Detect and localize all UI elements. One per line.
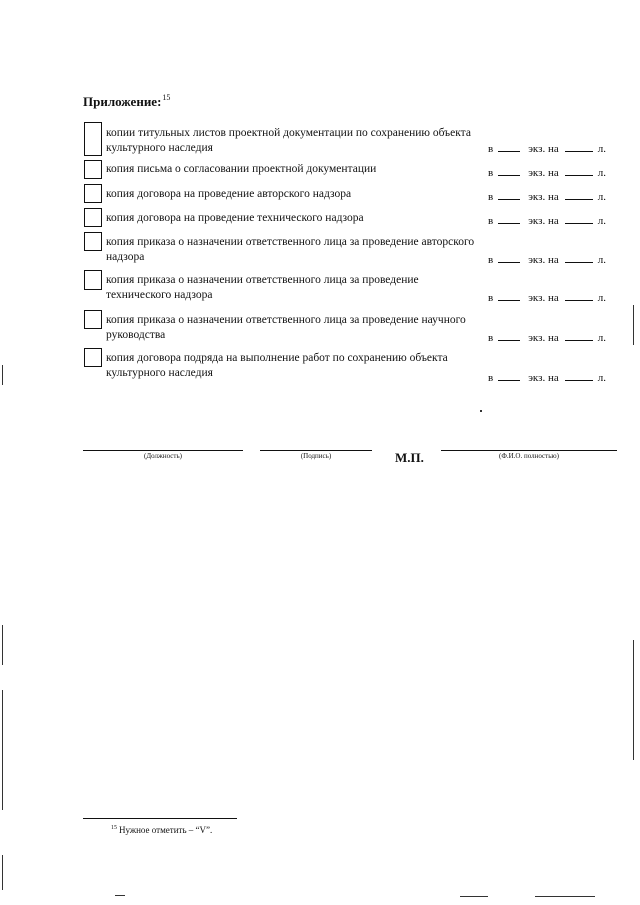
sheets-number-blank[interactable] [565, 291, 593, 301]
attachment-checkbox[interactable] [84, 348, 102, 367]
sheets-unit-label: л. [597, 143, 606, 155]
copies-unit-label: экз. на [528, 191, 559, 203]
copies-unit-label: экз. на [528, 292, 559, 304]
copies-number-blank[interactable] [498, 142, 520, 152]
copies-count-field [488, 190, 618, 203]
attachment-checkbox[interactable] [84, 232, 102, 251]
copies-number-blank[interactable] [498, 214, 520, 224]
sheets-number-blank[interactable] [565, 142, 593, 152]
attachment-checkbox[interactable] [84, 208, 102, 227]
copies-unit-label: экз. на [528, 372, 559, 384]
scan-margin-mark [2, 625, 3, 665]
sheets-unit-label: л. [597, 191, 606, 203]
scan-margin-mark [633, 305, 634, 345]
copies-count-field [488, 371, 618, 384]
copies-in-label: в [488, 167, 494, 179]
copies-unit-label: экз. на [528, 215, 559, 227]
scan-margin-mark [2, 690, 3, 810]
copies-count-field [488, 331, 618, 344]
copies-in-label: в [488, 215, 494, 227]
full-name-signature-line [441, 450, 617, 451]
copies-unit-label: экз. на [528, 332, 559, 344]
attachment-checkbox[interactable] [84, 270, 102, 290]
sheets-unit-label: л. [597, 372, 606, 384]
copies-count-field [488, 142, 618, 155]
attachment-item-label: копия договора подряда на выполнение работ по сохранению объекта культурного наследия [106, 352, 448, 379]
position-caption: (Должность) [144, 452, 182, 460]
sheets-number-blank[interactable] [565, 371, 593, 381]
copies-number-blank[interactable] [498, 291, 520, 301]
copies-unit-label: экз. на [528, 254, 559, 266]
attachment-item-label: копия договора на проведение технического надзора [106, 212, 364, 224]
attachment-checkbox[interactable] [84, 122, 102, 156]
sheets-number-blank[interactable] [565, 190, 593, 200]
attachment-heading [83, 93, 170, 110]
copies-count-field [488, 253, 618, 266]
sheets-unit-label: л. [597, 167, 606, 179]
attachment-item-label: копии титульных листов проектной документации по сохранению объекта культурного наследия [106, 127, 471, 154]
copies-in-label: в [488, 254, 494, 266]
scan-margin-mark [115, 895, 125, 896]
footnote-separator [83, 818, 237, 819]
attachment-item-label: копия приказа о назначении ответственного лица за проведение технического надзора [106, 274, 419, 301]
footnote-number: 15 [111, 825, 117, 831]
copies-number-blank[interactable] [498, 190, 520, 200]
scan-margin-mark [2, 855, 3, 890]
scan-margin-mark [460, 896, 488, 897]
full-name-caption: (Ф.И.О. полностью) [499, 452, 559, 460]
attachment-checkbox[interactable] [84, 184, 102, 203]
attachment-checkbox[interactable] [84, 310, 102, 329]
footnote [111, 825, 212, 835]
attachment-title: Приложение: [83, 94, 162, 109]
attachment-item-label: копия приказа о назначении ответственного лица за проведение авторского надзора [106, 236, 475, 263]
copies-unit-label: экз. на [528, 143, 559, 155]
footnote-text: Нужное отметить – “V”. [119, 825, 213, 835]
sheets-unit-label: л. [597, 332, 606, 344]
copies-in-label: в [488, 292, 494, 304]
copies-in-label: в [488, 372, 494, 384]
signature-line [260, 450, 372, 451]
sheets-unit-label: л. [597, 215, 606, 227]
copies-unit-label: экз. на [528, 167, 559, 179]
scan-margin-mark [633, 640, 634, 760]
scan-margin-mark [480, 410, 482, 412]
sheets-unit-label: л. [597, 254, 606, 266]
scan-margin-mark [2, 365, 3, 385]
sheets-number-blank[interactable] [565, 253, 593, 263]
sheets-number-blank[interactable] [565, 214, 593, 224]
sheets-unit-label: л. [597, 292, 606, 304]
copies-number-blank[interactable] [498, 371, 520, 381]
sheets-number-blank[interactable] [565, 166, 593, 176]
copies-count-field [488, 291, 618, 304]
copies-in-label: в [488, 191, 494, 203]
attachment-item-label: копия письма о согласовании проектной документации [106, 163, 377, 175]
copies-number-blank[interactable] [498, 253, 520, 263]
attachment-item-label: копия договора на проведение авторского надзора [106, 188, 352, 200]
scan-margin-mark [535, 896, 595, 897]
copies-number-blank[interactable] [498, 166, 520, 176]
copies-number-blank[interactable] [498, 331, 520, 341]
stamp-place-label: М.П. [395, 450, 424, 465]
copies-count-field [488, 214, 618, 227]
footnote-reference: 15 [162, 93, 171, 102]
position-signature-line [83, 450, 243, 451]
signature-caption: (Подпись) [300, 452, 332, 460]
attachment-checkbox[interactable] [84, 160, 102, 179]
copies-in-label: в [488, 332, 494, 344]
attachment-item-label: копия приказа о назначении ответственного лица за проведение научного руководства [106, 314, 466, 341]
sheets-number-blank[interactable] [565, 331, 593, 341]
copies-in-label: в [488, 143, 494, 155]
copies-count-field [488, 166, 618, 179]
